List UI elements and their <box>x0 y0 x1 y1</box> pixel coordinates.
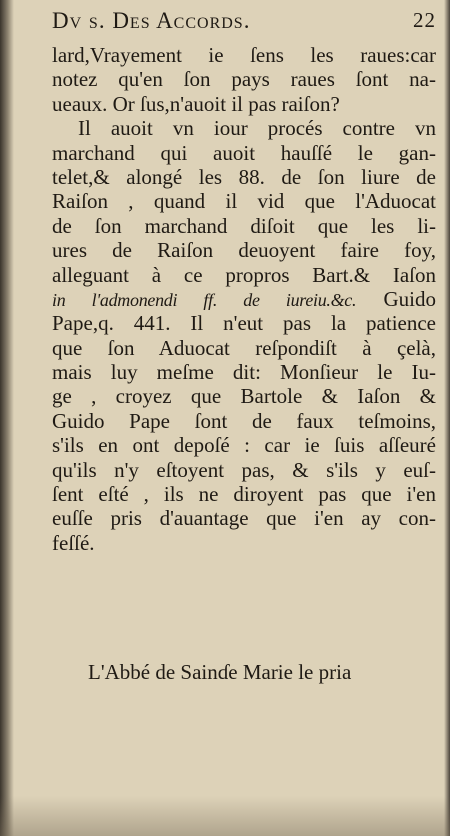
text-line: euſſe pris d'auantage que i'en ay con- <box>52 506 436 531</box>
text-line: notez qu'en ſon pays raues ſont na- <box>52 67 436 92</box>
text-line: que ſon Aduocat reſpondiſt à çelà, <box>52 335 436 360</box>
page-edge-shadow <box>444 0 450 836</box>
latin-citation: in l'admonendi ff. de iureiu.&c. <box>52 289 357 310</box>
text-line: mais luy meſme dit: Monſieur le Iu- <box>52 360 436 385</box>
page-bottom-shade <box>0 796 450 836</box>
page-number: 22 <box>413 8 436 32</box>
running-title: Dv s. Des Accords. <box>52 8 251 33</box>
text-line: Raiſon , quand il vid que l'Aduocat <box>52 189 436 214</box>
page-gutter-shadow <box>0 0 14 836</box>
text-line-citation <box>52 287 436 311</box>
text-line: de ſon marchand diſoit que les li- <box>52 213 436 238</box>
text-line: Pape,q. 441. Il n'eut pas la patience <box>52 311 436 336</box>
text-line: lard,Vrayement ie ſens les raues:car <box>52 43 436 67</box>
catchword-line: L'Abbé de Sainɗe Marie le pria <box>88 660 352 684</box>
text-line: qu'ils n'y eſtoyent pas, & s'ils y euſ- <box>52 457 436 482</box>
text-line: ueaux. Or ſus,n'auoit il pas raiſon? <box>52 91 340 116</box>
citation-name: Guido <box>383 286 436 311</box>
text-line: telet,& alongé les 88. de ſon liure de <box>52 164 436 189</box>
text-line: alleguant à ce propros Bart.& Iaſon <box>52 262 436 287</box>
body-text <box>52 43 436 555</box>
text-line: Guido Pape ſont de faux teſmoins, <box>52 408 436 433</box>
page-header <box>52 2 436 42</box>
text-line: ge , croyez que Bartole & Iaſon & <box>52 384 436 409</box>
text-line: ſent eſté , ils ne diroyent pas que i'en <box>52 482 436 507</box>
text-line: Il auoit vn iour procés contre vn <box>78 116 436 141</box>
text-line: s'ils en ont depoſé : car ie ſuis aſſeuré <box>52 433 436 458</box>
text-line: feſſé. <box>52 530 95 555</box>
text-line: ures de Raiſon deuoyent faire foy, <box>52 238 436 263</box>
text-line: marchand qui auoit hauſſé le gan- <box>52 140 436 165</box>
